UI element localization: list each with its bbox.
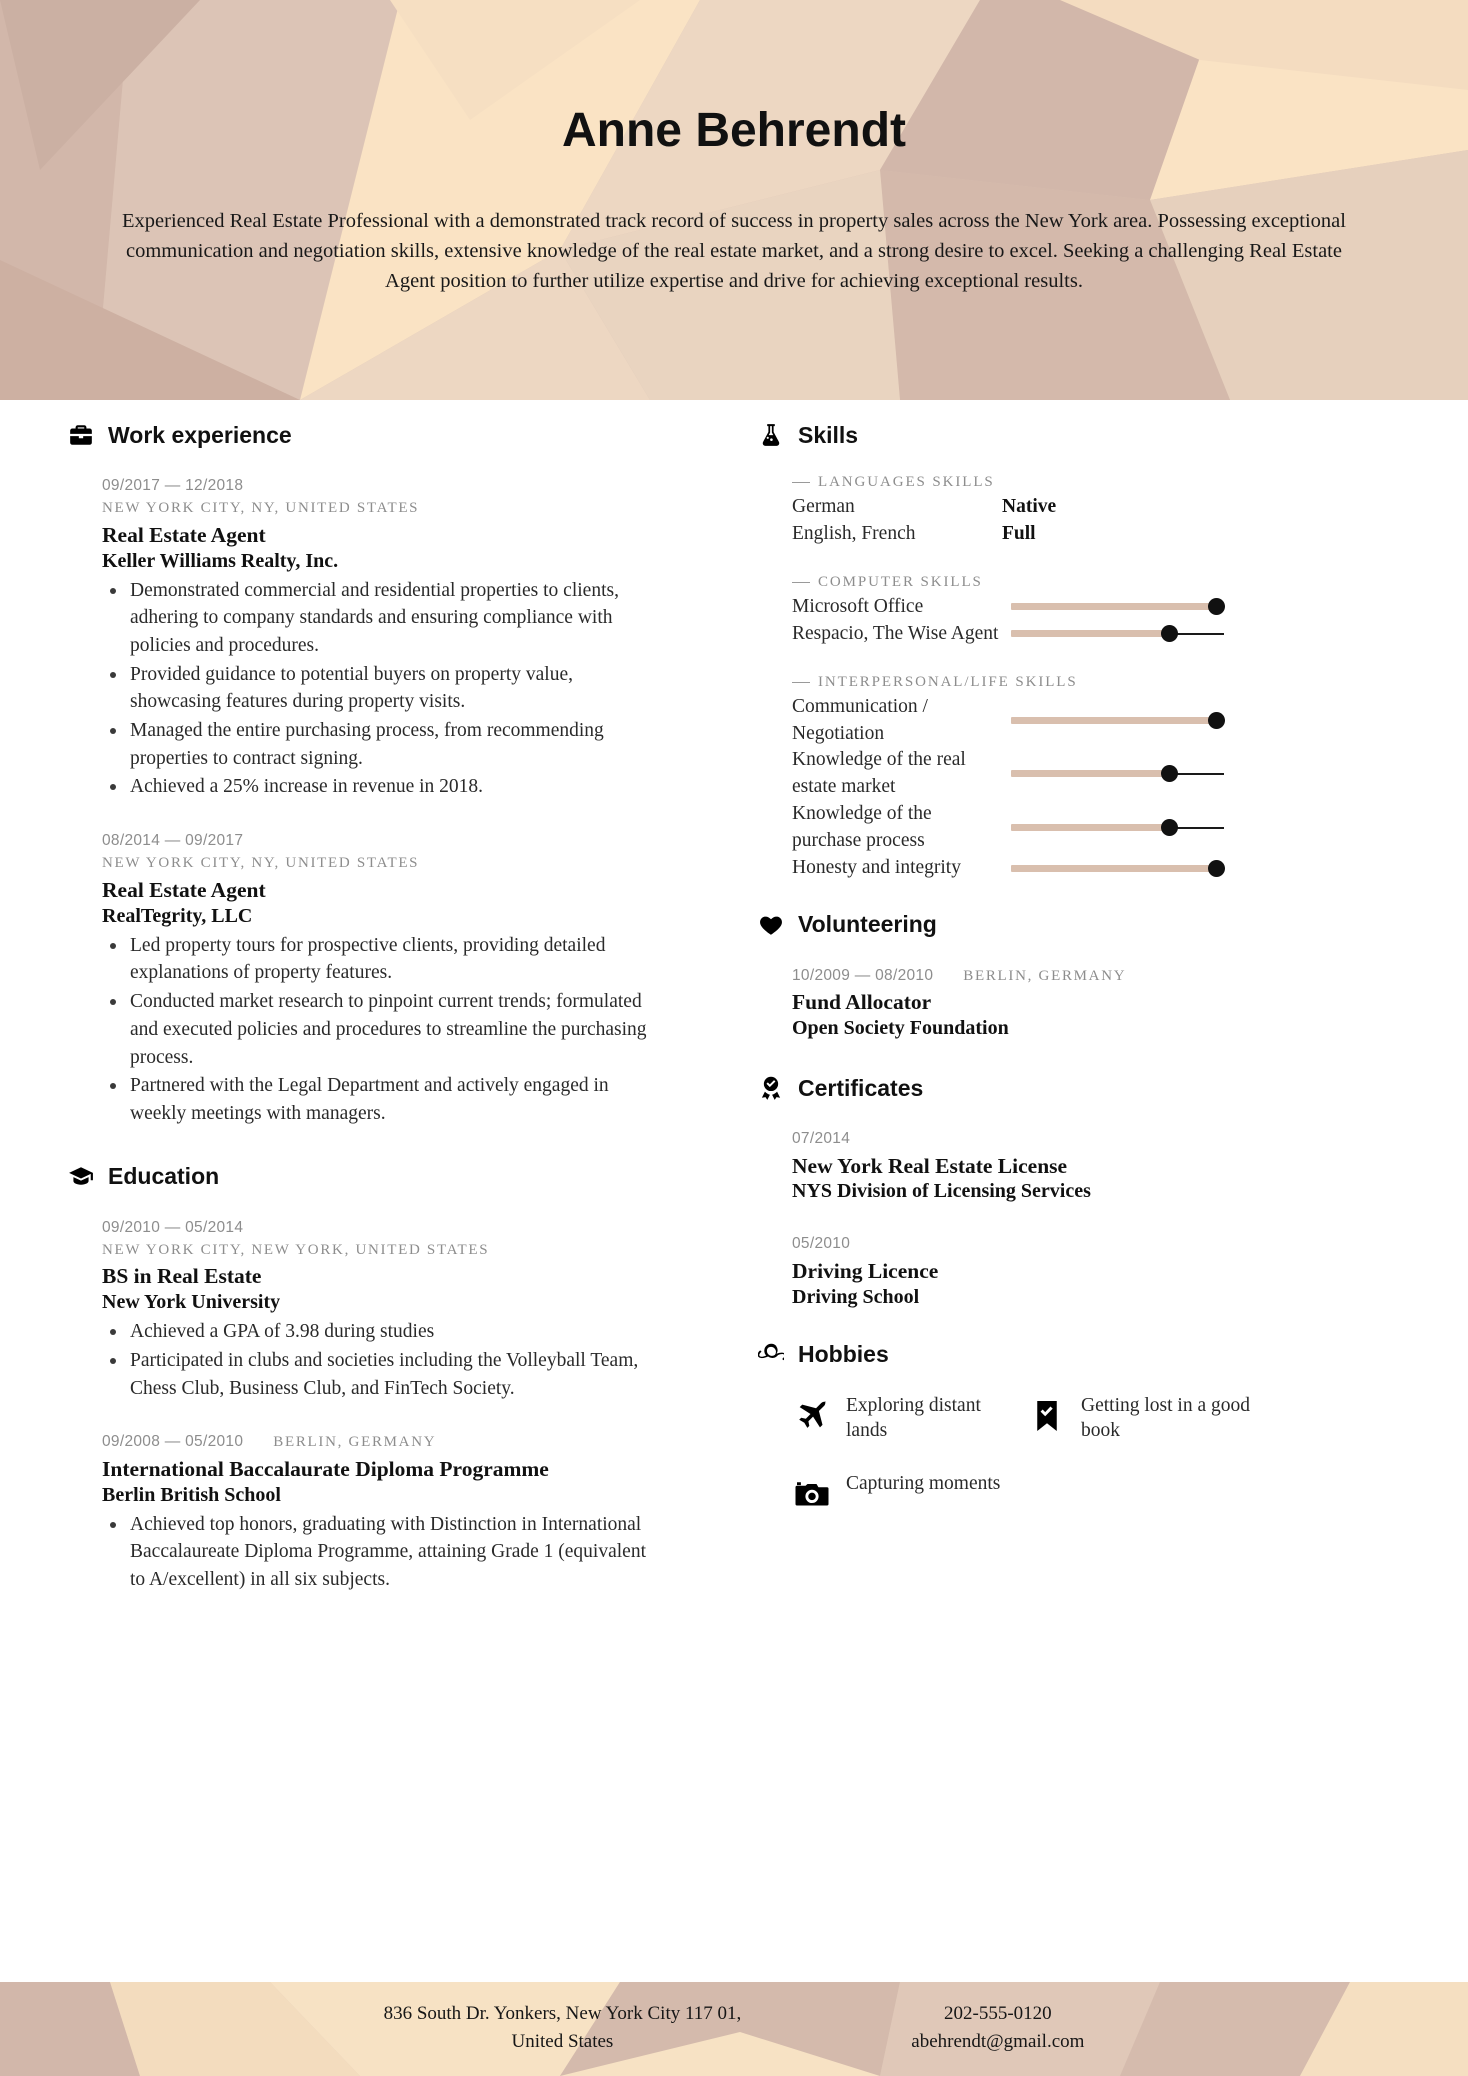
section-skills	[758, 422, 1380, 882]
skill-name: Communication / Negotiation	[792, 695, 928, 744]
entry-location: NEW YORK CITY, NY, UNITED STATES	[102, 855, 420, 872]
skill-level-slider[interactable]	[1011, 708, 1224, 734]
footer-address	[384, 2000, 742, 2055]
entry-meta	[102, 1216, 660, 1239]
slider-knob[interactable]	[1208, 860, 1225, 877]
certificate-entry	[792, 1232, 1380, 1309]
entry-bullets	[102, 1318, 660, 1402]
entry-organization: RealTegrity, LLC	[102, 904, 253, 927]
hobby-item	[792, 1394, 1027, 1444]
skill-name: Respacio, The Wise Agent	[792, 622, 999, 644]
skill-group-label-text: INTERPERSONAL/LIFE SKILLS	[818, 673, 1078, 690]
skills-heading	[758, 422, 1380, 448]
page-title: Anne Behrendt	[561, 104, 906, 157]
skill-level-slider[interactable]	[1011, 621, 1224, 647]
entry-meta	[102, 1430, 660, 1454]
certificate-issuer: Driving School	[792, 1285, 920, 1308]
work-entry	[102, 829, 660, 1127]
slider-fill	[1011, 603, 1224, 610]
dash-rule	[792, 582, 810, 583]
slider-fill	[1011, 824, 1177, 831]
list-item: Achieved a GPA of 3.98 during studies	[126, 1318, 660, 1346]
entry-dates: 09/2017 — 12/2018	[102, 477, 244, 494]
language-level: Native	[1002, 496, 1057, 517]
section-title: Education	[108, 1163, 220, 1190]
phone-number: 202-555-0120	[944, 2003, 1052, 2024]
education-entry	[102, 1430, 660, 1593]
address-line-2: United States	[511, 2030, 614, 2052]
section-hobbies	[758, 1342, 1380, 1542]
list-item: Managed the entire purchasing process, from recommending properties to contract signing.	[126, 717, 660, 772]
work-entry-list	[68, 474, 660, 1128]
slider-fill	[1011, 865, 1224, 872]
list-item: Achieved a 25% increase in revenue in 2018.	[126, 773, 660, 801]
dash-rule	[792, 482, 810, 483]
skill-row	[792, 747, 1380, 801]
resume-body	[0, 400, 1468, 1982]
slider-fill	[1011, 630, 1177, 637]
skill-row	[792, 801, 1380, 855]
section-education	[68, 1164, 660, 1594]
entry-dates: 07/2014	[792, 1130, 851, 1148]
camera-icon	[792, 1474, 832, 1514]
list-item: Provided guidance to potential buyers on property value, showcasing features during property visits.	[126, 661, 660, 716]
entry-dates: 08/2014 — 09/2017	[102, 832, 244, 850]
language-row	[792, 494, 1380, 521]
skill-group-label	[792, 474, 1380, 491]
language-name: English, French	[792, 522, 916, 544]
skill-group-languages	[792, 474, 1380, 548]
entry-organization: Open Society Foundation	[792, 1017, 1009, 1040]
slider-fill	[1011, 717, 1224, 724]
right-column	[690, 400, 1468, 1546]
section-work-experience	[68, 422, 660, 1128]
volunteering-entry	[792, 964, 1380, 1041]
slider-knob[interactable]	[1161, 765, 1178, 782]
skill-group-label-text: LANGUAGES SKILLS	[818, 474, 995, 490]
entry-dates: 05/2010	[792, 1235, 851, 1253]
skill-level-slider[interactable]	[1011, 856, 1224, 882]
graduation-cap-icon	[68, 1164, 94, 1190]
entry-location: BERLIN, GERMANY	[963, 967, 1127, 984]
award-badge-icon	[758, 1075, 784, 1101]
skill-row	[792, 621, 1380, 648]
education-heading	[68, 1164, 660, 1190]
skill-group-label-text: COMPUTER SKILLS	[818, 573, 983, 590]
skill-level-slider[interactable]	[1011, 815, 1224, 841]
skill-level-slider[interactable]	[1011, 594, 1224, 620]
entry-role: Fund Allocator	[792, 990, 932, 1015]
entry-role: Real Estate Agent	[102, 877, 266, 902]
skill-name: Knowledge of the real estate market	[792, 749, 966, 798]
entry-location: NEW YORK CITY, NEW YORK, UNITED STATES	[102, 1241, 490, 1258]
section-certificates	[758, 1075, 1380, 1309]
entry-bullets	[102, 577, 660, 802]
entry-institution: New York University	[102, 1291, 281, 1314]
skill-row	[792, 855, 1380, 882]
heart-icon	[758, 912, 784, 938]
entry-organization: Keller Williams Realty, Inc.	[102, 549, 339, 572]
entry-dates: 10/2009 — 08/2010	[792, 966, 934, 984]
entry-meta	[102, 474, 660, 497]
work-entry	[102, 474, 660, 801]
skill-row	[792, 694, 1380, 748]
list-item: Demonstrated commercial and residential properties to clients, adhering to company standards and ensuring compliance with policies and procedures.	[126, 577, 660, 660]
entry-degree: BS in Real Estate	[102, 1264, 262, 1289]
language-level: Full	[1002, 522, 1036, 544]
section-title: Work experience	[108, 421, 292, 448]
hobby-list	[792, 1394, 1262, 1542]
skill-level-slider[interactable]	[1011, 761, 1224, 787]
slider-knob[interactable]	[1208, 712, 1225, 729]
dash-rule	[792, 682, 810, 683]
certificates-heading	[758, 1075, 1380, 1101]
entry-location: BERLIN, GERMANY	[273, 1434, 437, 1451]
volunteering-heading	[758, 912, 1380, 938]
skill-group-label	[792, 574, 1380, 591]
hobby-item	[1027, 1394, 1262, 1444]
hobby-label: Exploring distant lands	[846, 1394, 981, 1441]
slider-knob[interactable]	[1161, 819, 1178, 836]
list-item: Achieved top honors, graduating with Distinction in International Baccalaureate Diploma Programme, attaining Grade 1 (equivalent to A/excellent) in all six subjects.	[126, 1511, 660, 1594]
footer-contact	[911, 2000, 1084, 2055]
certificate-issuer: NYS Division of Licensing Services	[792, 1180, 1091, 1203]
section-title: Skills	[798, 421, 859, 448]
email-address: abehrendt@gmail.com	[911, 2030, 1085, 2052]
skill-group-label	[792, 674, 1380, 691]
hobby-label: Getting lost in a good book	[1081, 1394, 1250, 1441]
certificate-name: New York Real Estate License	[792, 1153, 1068, 1178]
language-name: German	[792, 496, 855, 517]
education-entry-list	[68, 1216, 660, 1594]
skill-name: Microsoft Office	[792, 595, 924, 617]
resume-footer	[0, 1982, 1468, 2076]
flask-icon	[758, 422, 784, 448]
slider-knob[interactable]	[1161, 625, 1178, 642]
left-column	[0, 400, 690, 1622]
section-title: Certificates	[798, 1074, 924, 1101]
entry-meta	[792, 964, 1380, 988]
work-experience-heading	[68, 422, 660, 448]
list-item: Conducted market research to pinpoint current trends; formulated and executed policies and procedures to streamline the purchasing process.	[126, 988, 660, 1071]
education-entry	[102, 1216, 660, 1403]
entry-bullets	[102, 932, 660, 1128]
section-volunteering	[758, 912, 1380, 1041]
section-title: Hobbies	[798, 1341, 889, 1368]
skill-row	[792, 594, 1380, 621]
section-title: Volunteering	[798, 911, 937, 938]
certificate-name: Driving Licence	[792, 1258, 939, 1283]
entry-location: NEW YORK CITY, NY, UNITED STATES	[102, 500, 420, 517]
resume-header	[0, 0, 1468, 400]
language-row	[792, 521, 1380, 548]
planet-icon	[758, 1342, 784, 1368]
list-item: Participated in clubs and societies including the Volleyball Team, Chess Club, Business Club, and FinTech Society.	[126, 1347, 660, 1402]
certificate-entry	[792, 1127, 1380, 1204]
list-item: Partnered with the Legal Department and actively engaged in weekly meetings with managers.	[126, 1072, 660, 1127]
entry-degree: International Baccalaurate Diploma Programme	[102, 1456, 549, 1481]
slider-fill	[1011, 770, 1177, 777]
address-line-1: 836 South Dr. Yonkers, New York City 117 01,	[383, 2003, 742, 2024]
hobby-label: Capturing moments	[846, 1472, 1001, 1494]
entry-meta	[102, 829, 660, 852]
bookmark-check-icon	[1027, 1396, 1067, 1436]
airplane-icon	[792, 1396, 832, 1436]
entry-dates: 09/2008 — 05/2010	[102, 1433, 244, 1451]
entry-bullets	[102, 1511, 660, 1594]
slider-knob[interactable]	[1208, 598, 1225, 615]
entry-role: Real Estate Agent	[102, 522, 266, 547]
skill-name: Knowledge of the purchase process	[792, 803, 932, 852]
skill-group-interpersonal	[792, 674, 1380, 882]
briefcase-icon	[68, 422, 94, 448]
hobbies-heading	[758, 1342, 1380, 1368]
skill-group-computer	[792, 574, 1380, 648]
profile-summary: Experienced Real Estate Professional with a demonstrated track record of success in property sales across the New York area. Possessing exceptional communication and negotiation skills, extensive knowledge of the real estate market, and a strong desire to excel. Seeking a challenging Real Estate Agent position to further utilize expertise and drive for achieving exceptional results.	[122, 209, 1346, 293]
entry-dates: 09/2010 — 05/2014	[102, 1218, 244, 1236]
list-item: Led property tours for prospective clients, providing detailed explanations of property features.	[126, 932, 660, 987]
skill-name: Honesty and integrity	[792, 857, 961, 879]
entry-institution: Berlin British School	[102, 1483, 281, 1506]
hobby-item	[792, 1472, 1027, 1514]
